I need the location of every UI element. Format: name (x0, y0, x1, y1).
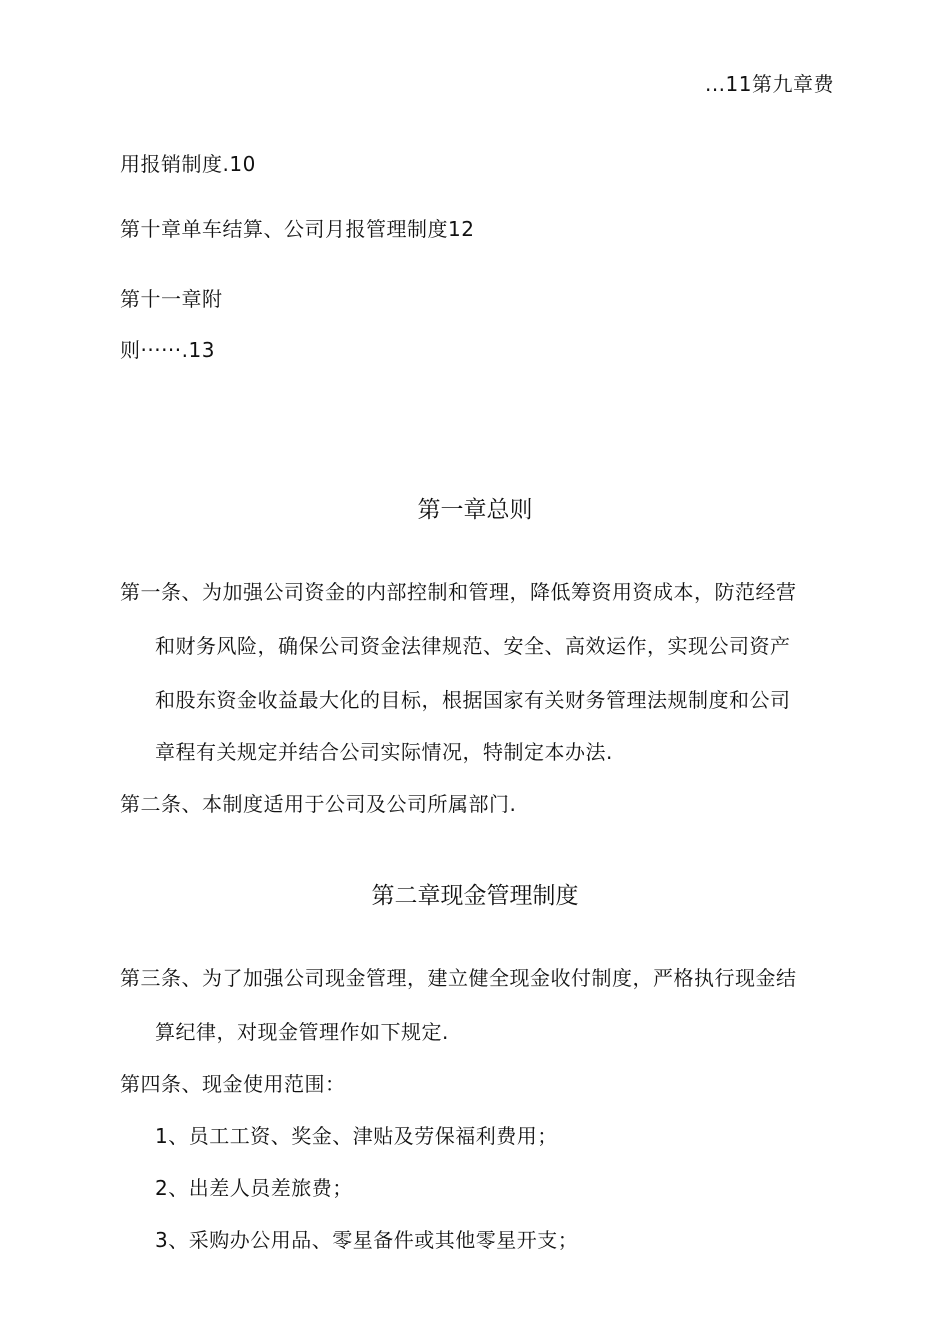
list-item-2: 2、出差人员差旅费； (155, 1176, 353, 1200)
article-1-line-1: 第一条、为加强公司资金的内部控制和管理，降低筹资用资成本，防范经营 (120, 580, 797, 604)
list-item-3: 3、采购办公用品、零星备件或其他零星开支； (155, 1228, 579, 1252)
list-item-1: 1、员工工资、奖金、津贴及劳保福利费用； (155, 1124, 558, 1148)
article-1-line-2: 和财务风险，确保公司资金法律规范、安全、高效运作，实现公司资产 (155, 634, 791, 658)
article-1-line-3: 和股东资金收益最大化的目标，根据国家有关财务管理法规制度和公司 (155, 688, 791, 712)
chapter-1-title: 第一章总则 (417, 497, 533, 523)
toc-line-4: 第十一章附 (120, 287, 223, 311)
toc-line-5: 则······.13 (120, 338, 215, 362)
article-3-line-1: 第三条、为了加强公司现金管理，建立健全现金收付制度，严格执行现金结 (120, 966, 797, 990)
article-3-line-2: 算纪律，对现金管理作如下规定. (155, 1020, 449, 1044)
toc-line-3: 第十章单车结算、公司月报管理制度12 (120, 217, 475, 241)
toc-line-1: ...11第九章费 (704, 72, 834, 96)
toc-line-2: 用报销制度.10 (120, 152, 256, 176)
article-1-line-4: 章程有关规定并结合公司实际情况，特制定本办法. (155, 740, 613, 764)
article-4: 第四条、现金使用范围： (120, 1072, 346, 1096)
chapter-2-title: 第二章现金管理制度 (371, 883, 579, 909)
article-2: 第二条、本制度适用于公司及公司所属部门. (120, 792, 517, 816)
